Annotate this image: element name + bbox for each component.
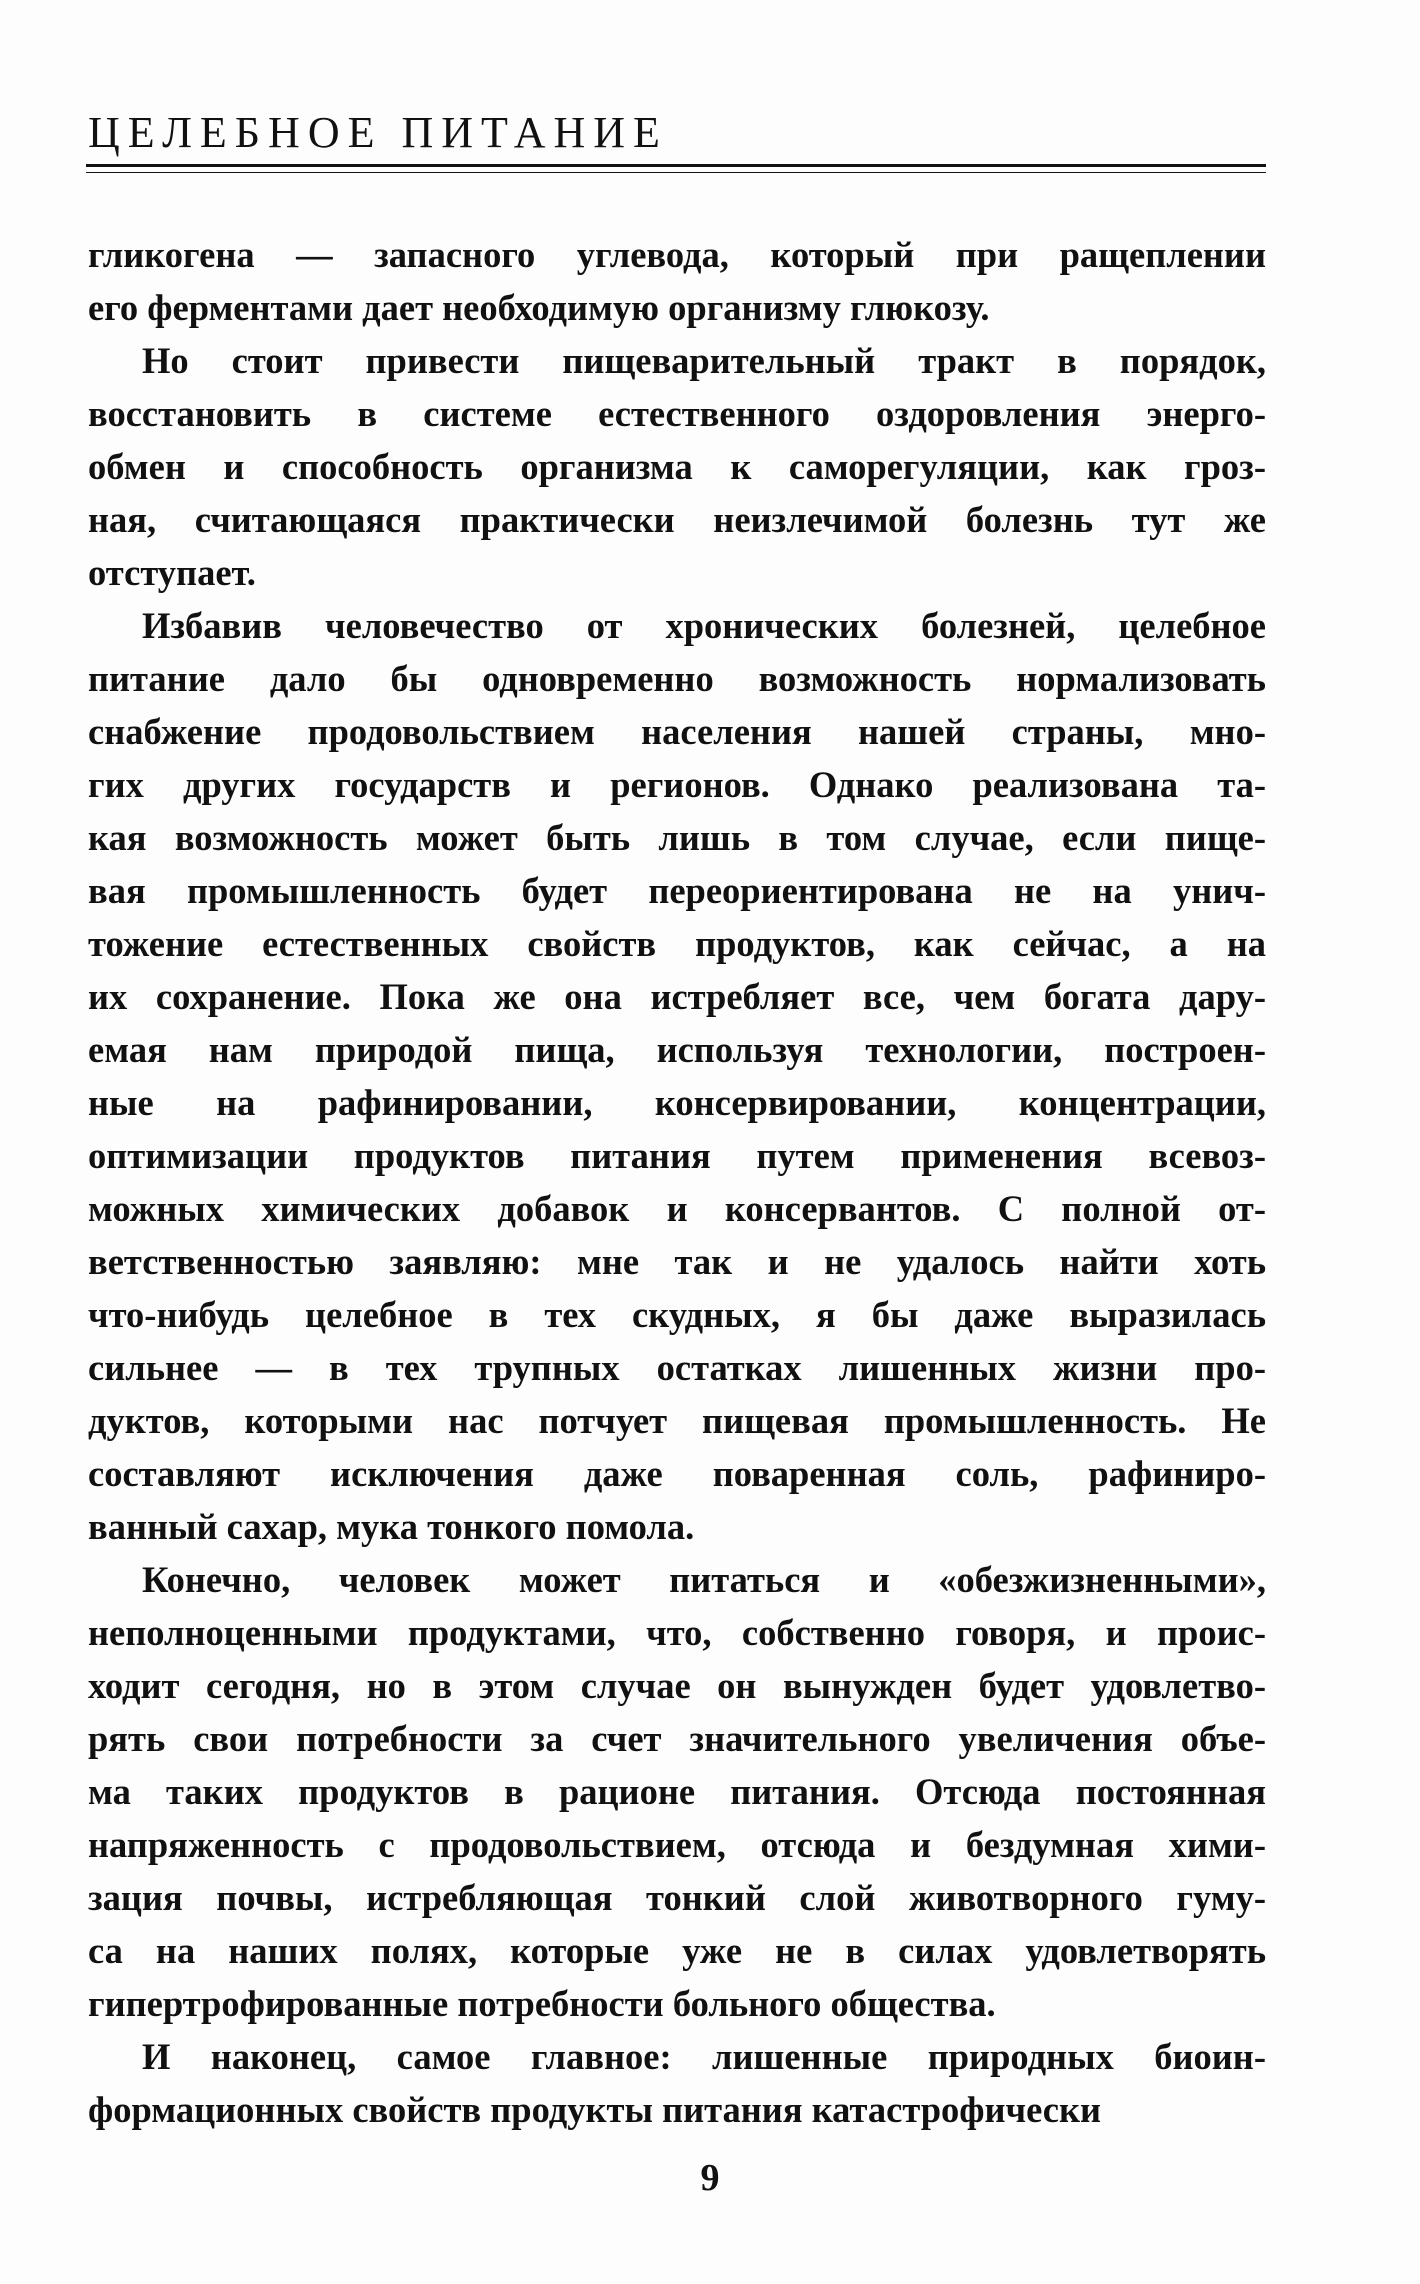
text-line: Избавив человечество от хронических болезней, целебное [142, 605, 1266, 646]
text-line: тожение естественных свойств продуктов, как сейчас, а на [88, 923, 1266, 964]
text-line: гих других государств и регионов. Однако реализована та- [88, 764, 1266, 805]
text-line: гипертрофированные потребности больного общества. [88, 1983, 996, 2024]
text-line: снабжение продовольствием населения нашей страны, мно- [88, 711, 1266, 752]
text-line: что-нибудь целебное в тех скудных, я бы даже выразилась [88, 1294, 1266, 1335]
header-rule-thick [86, 164, 1266, 167]
text-line: сильнее — в тех трупных остатках лишенных жизни про- [88, 1347, 1266, 1388]
text-line: Но стоит привести пищеварительный тракт в порядок, [142, 340, 1266, 381]
text-line: обмен и способность организма к саморегуляции, как гроз- [88, 446, 1266, 487]
running-head: ЦЕЛЕБНОЕ ПИТАНИЕ [88, 108, 668, 157]
text-line: емая нам природой пища, используя технологии, построен- [88, 1029, 1266, 1070]
text-line: составляют исключения даже поваренная соль, рафиниро- [88, 1453, 1266, 1494]
text-line: рять свои потребности за счет значительного увеличения объе- [88, 1718, 1266, 1759]
text-line: зация почвы, истребляющая тонкий слой животворного гуму- [88, 1877, 1266, 1918]
text-line: вая промышленность будет переориентирована не на унич- [88, 870, 1266, 911]
body-text [88, 228, 1266, 2136]
text-line: кая возможность может быть лишь в том случае, если пище- [88, 817, 1266, 858]
paragraph [88, 1553, 1266, 2030]
paragraph [88, 228, 1266, 334]
text-line: формационных свойств продукты питания катастрофически [88, 2089, 1102, 2130]
text-line: напряженность с продовольствием, отсюда и бездумная хими- [88, 1824, 1266, 1865]
text-line: оптимизации продуктов питания путем применения всевоз- [88, 1135, 1266, 1176]
paragraph [88, 2030, 1266, 2136]
text-line: питание дало бы одновременно возможность нормализовать [88, 658, 1266, 699]
text-line: ные на рафинировании, консервировании, концентрации, [88, 1082, 1266, 1123]
text-line: са на наших полях, которые уже не в силах удовлетворять [88, 1930, 1266, 1971]
text-line: его ферментами дает необходимую организму глюкозу. [88, 287, 990, 328]
text-line: их сохранение. Пока же она истребляет все, чем богата дару- [88, 976, 1266, 1017]
text-line: ма таких продуктов в рационе питания. Отсюда постоянная [88, 1771, 1266, 1812]
text-line: И наконец, самое главное: лишенные природных биоин- [142, 2036, 1266, 2077]
text-line: восстановить в системе естественного оздоровления энерго- [88, 393, 1266, 434]
text-line: Конечно, человек может питаться и «обезжизненными», [142, 1559, 1266, 1600]
text-line: гликогена — запасного углевода, который при ращеплении [88, 234, 1266, 275]
text-line: ходит сегодня, но в этом случае он вынужден будет удовлетво- [88, 1665, 1266, 1706]
text-line: дуктов, которыми нас потчует пищевая промышленность. Не [88, 1400, 1266, 1441]
text-line: можных химических добавок и консервантов. С полной от- [88, 1188, 1266, 1229]
header-rule-thin [86, 172, 1266, 173]
text-line: неполноценными продуктами, что, собственно говоря, и проис- [88, 1612, 1266, 1653]
text-line: ванный сахар, мука тонкого помола. [88, 1506, 695, 1547]
text-line: отступает. [88, 552, 256, 593]
page-number: 9 [700, 2157, 720, 2199]
paragraph [88, 334, 1266, 599]
text-line: ветственностью заявляю: мне так и не удалось найти хоть [88, 1241, 1266, 1282]
text-line: ная, считающаяся практически неизлечимой болезнь тут же [88, 499, 1266, 540]
paragraph [88, 599, 1266, 1553]
